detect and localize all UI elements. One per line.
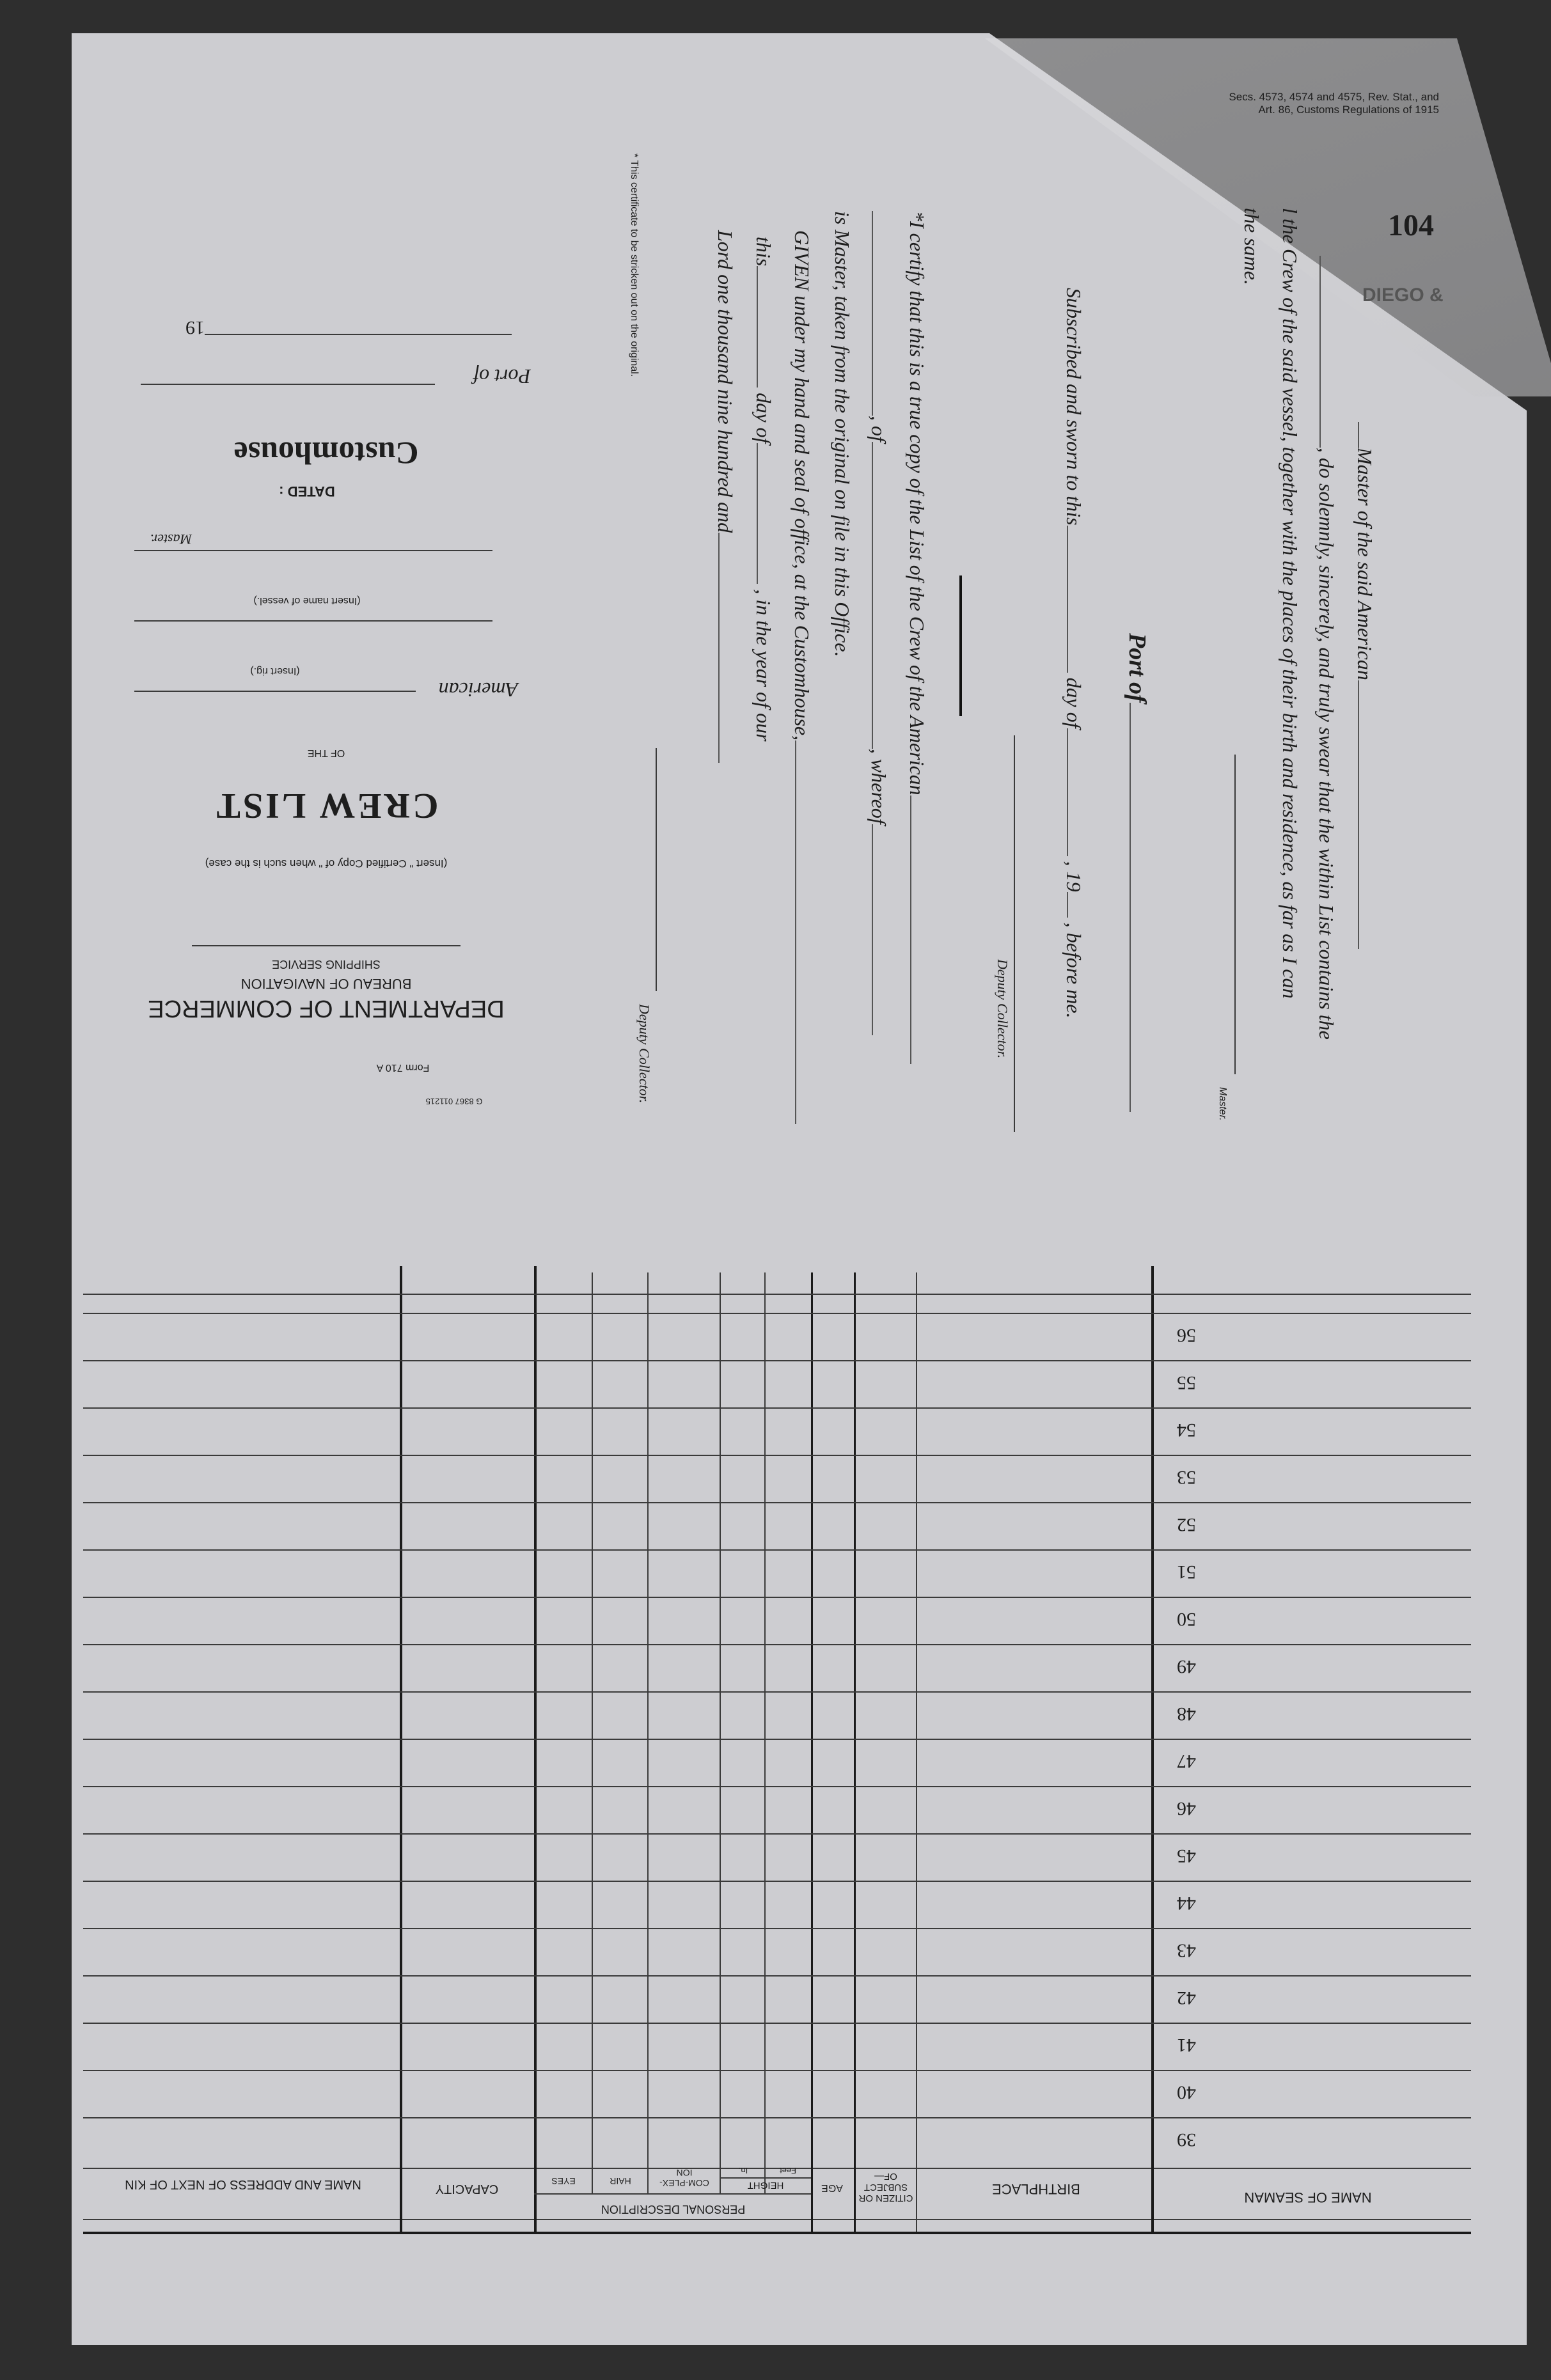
row-number: 50: [1177, 1609, 1196, 1630]
certificate-line-4: GIVEN under my hand and seal of office, at the Customhouse,: [790, 230, 815, 1124]
service-heading: SHIPPING SERVICE: [272, 958, 381, 971]
certificate-line-2: , of, whereof: [867, 211, 892, 1035]
col-sep-age: [811, 1272, 813, 2232]
header-next-of-kin: NAME AND ADDRESS OF NEXT OF KIN: [125, 2177, 361, 2191]
col-sep-feet: [764, 1272, 766, 2193]
col-sep-eyes: [534, 1266, 537, 2232]
cover-port-of: Port of: [473, 365, 531, 388]
page-number: 104: [1388, 208, 1434, 242]
oath-deputy-signature-line: [1014, 735, 1015, 1132]
header-inches: In.: [738, 2166, 748, 2175]
table-row: [83, 1786, 1471, 1787]
print-code: G 8367 011215: [425, 1097, 483, 1106]
table-row: [83, 2023, 1471, 2024]
row-number: 55: [1177, 1372, 1196, 1393]
row-number: 40: [1177, 2082, 1196, 2103]
row-number: 47: [1177, 1751, 1196, 1772]
header-height: HEIGHT: [747, 2180, 784, 2191]
divider-mark: [959, 575, 962, 716]
table-row: [83, 1739, 1471, 1740]
customhouse-label: Customhouse: [233, 435, 419, 471]
table-row: [83, 1691, 1471, 1693]
col-sep-inches: [720, 1272, 721, 2193]
row-number: 54: [1177, 1420, 1196, 1441]
rig-line: [134, 691, 416, 692]
table-row: [83, 1360, 1471, 1361]
certificate-deputy-collector: Deputy Collector.: [636, 1004, 652, 1104]
oath-master-signature-line: [1234, 755, 1236, 1074]
department-heading: DEPARTMENT OF COMMERCE: [148, 995, 505, 1022]
row-number: 42: [1177, 1987, 1196, 2008]
header-birthplace: BIRTHPLACE: [992, 2181, 1080, 2197]
oath-line-3: l the Crew of the said vessel, together with the places of their birth and residence, as far as I can: [1279, 208, 1302, 999]
table-row: [83, 2117, 1471, 2118]
table-row: [83, 1975, 1471, 1977]
statute-line-1: Secs. 4573, 4574 and 4575, Rev. Stat., and: [1229, 91, 1439, 103]
american-label: American: [438, 678, 518, 701]
of-the-label: OF THE: [307, 748, 345, 758]
master-line: [134, 550, 492, 551]
row-number: 41: [1177, 2035, 1196, 2056]
table-row: [83, 1455, 1471, 1456]
row-number: 49: [1177, 1656, 1196, 1677]
col-sep-name: [1151, 1266, 1154, 2232]
cover-master-label: Master.: [150, 531, 192, 547]
table-row: [83, 1881, 1471, 1882]
row-number: 45: [1177, 1845, 1196, 1867]
row-number: 44: [1177, 1893, 1196, 1914]
port-line: [141, 384, 435, 385]
table-bottom-rule: [83, 2232, 1471, 2234]
header-name-of-seaman: NAME OF SEAMAN: [1244, 2189, 1372, 2205]
statute-line-2: Art. 86, Customs Regulations of 1915: [1258, 104, 1439, 116]
col-sep-capacity: [400, 1266, 402, 2232]
table-row: [83, 1597, 1471, 1598]
header-capacity: CAPACITY: [435, 2182, 499, 2196]
statute-reference: [1196, 91, 1439, 116]
table-row: [83, 1549, 1471, 1551]
row-number: 39: [1177, 2129, 1196, 2150]
table-row: [83, 1313, 1471, 1314]
table-row: [83, 1928, 1471, 1929]
personal-description-rule: [534, 2193, 811, 2195]
certificate-footnote: * This certificate to be stricken out on the original.: [629, 153, 640, 377]
cover-year: 19: [185, 317, 205, 338]
certificate-line-5: this day of , in the year of our: [752, 237, 777, 742]
table-row: [83, 1833, 1471, 1835]
table-row: [83, 1502, 1471, 1503]
oath-subscribed-line: Subscribed and sworn to this day of , 19 , before me.: [1062, 288, 1087, 1019]
certificate-line-3: is Master, taken from the original on file in this Office.: [831, 211, 854, 657]
row-number: 53: [1177, 1467, 1196, 1488]
table-row: [83, 1407, 1471, 1409]
certificate-line-1: *I certify that this is a true copy of the List of the Crew of the American: [905, 211, 931, 1064]
header-age: AGE: [821, 2182, 843, 2193]
cover-rule: [192, 945, 461, 946]
table-row: [83, 1644, 1471, 1645]
certified-copy-note: (Insert " Certified Copy of " when such is the case): [205, 857, 448, 870]
table-header-top-rule: [83, 2219, 1471, 2220]
bureau-heading: BUREAU OF NAVIGATION: [240, 976, 412, 992]
oath-line-4: the same.: [1240, 208, 1263, 285]
stamp-text: DIEGO &: [1362, 285, 1444, 306]
header-eyes: EYES: [551, 2176, 576, 2186]
crew-list-title: CREW LIST: [214, 786, 439, 826]
row-number: 52: [1177, 1514, 1196, 1535]
header-feet: Feet: [780, 2166, 797, 2175]
row-number: 51: [1177, 1562, 1196, 1583]
header-complexion: COM-PLEX-ION: [659, 2168, 709, 2188]
row-number: 46: [1177, 1798, 1196, 1819]
header-hair: HAIR: [610, 2176, 631, 2186]
col-sep-citizen: [854, 1272, 856, 2232]
dated-label: DATED :: [279, 483, 335, 499]
col-sep-birthplace: [916, 1272, 917, 2232]
table-top-rule: [83, 1294, 1471, 1295]
form-number: Form 710 A: [376, 1062, 430, 1073]
col-sep-complexion: [647, 1272, 649, 2193]
certificate-deputy-signature-line: [656, 748, 657, 991]
row-number: 43: [1177, 1940, 1196, 1961]
row-number: 48: [1177, 1703, 1196, 1725]
certificate-line-6: Lord one thousand nine hundred and: [713, 230, 739, 763]
col-sep-hair: [592, 1272, 593, 2193]
insert-rig-note: (Insert rig.): [250, 666, 300, 677]
oath-deputy-collector: Deputy Collector.: [995, 959, 1011, 1059]
row-number: 56: [1177, 1325, 1196, 1346]
oath-port-of: Port of: [1123, 633, 1151, 1112]
header-citizen: CITIZEN OR SUBJECT OF—: [858, 2171, 913, 2204]
insert-vessel-note: (Insert name of vessel.): [253, 595, 361, 606]
date-line: [205, 334, 512, 335]
header-personal-description: PERSONAL DESCRIPTION: [601, 2203, 746, 2216]
oath-line-2: , do solemnly, sincerely, and truly swear that the within List contains the: [1314, 256, 1340, 1040]
oath-line-1: Master of the said American: [1353, 422, 1378, 949]
oath-master-label: Master.: [1217, 1087, 1228, 1121]
table-row: [83, 2070, 1471, 2071]
vessel-name-line: [134, 620, 492, 622]
